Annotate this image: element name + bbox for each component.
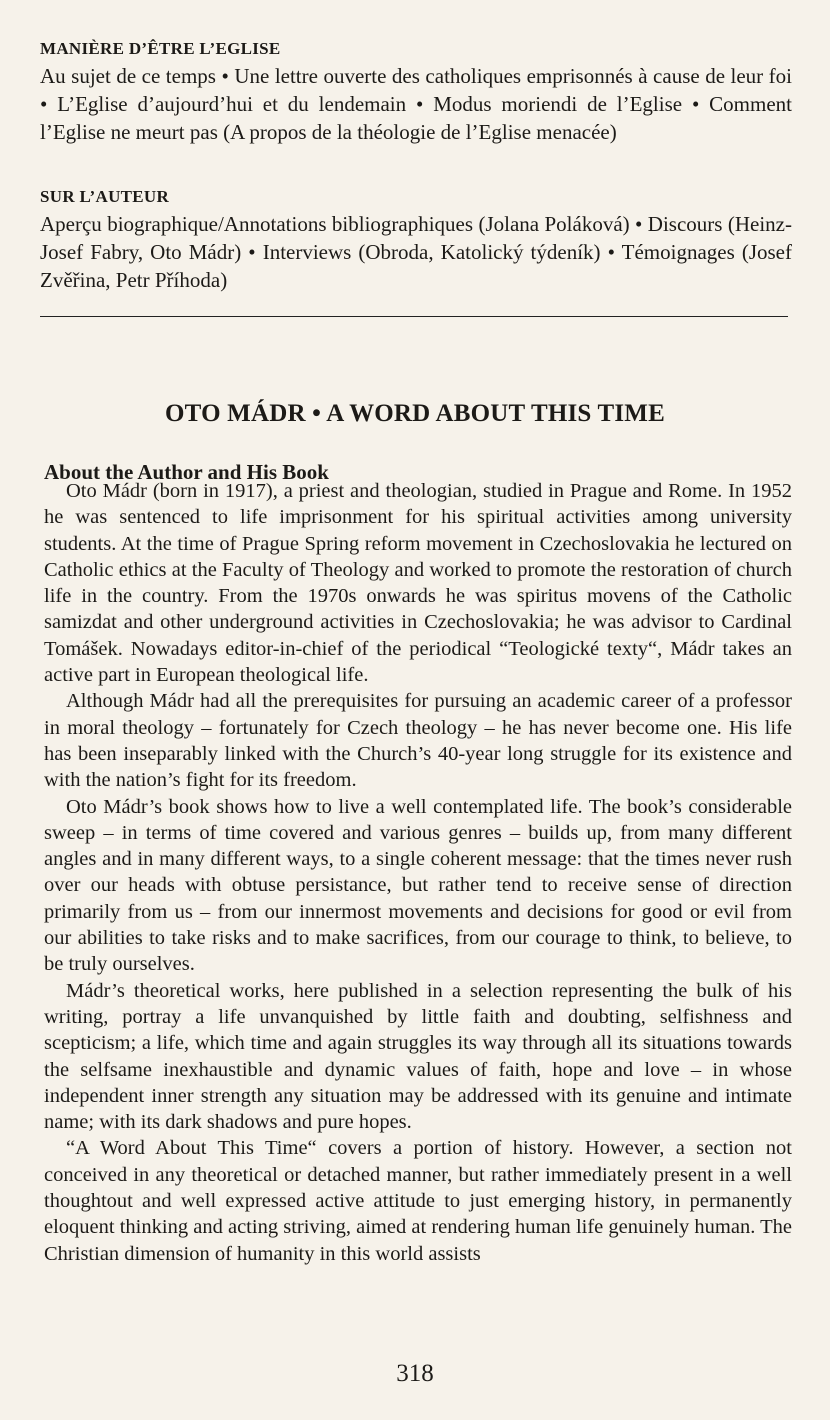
section-divider bbox=[40, 316, 788, 317]
section-contents: Au sujet de ce temps • Une lettre ouverte des catholiques emprisonnés à cause de leur foi • L’Eglise d’aujourd’hui et du lendemain • Modus moriendi de l’Eglise • Comment l’Eglise ne meurt pas (A propos de la théologie de l’Eglise menacée) bbox=[40, 64, 792, 144]
article-paragraph: Mádr’s theoretical works, here published in a selection representing the bulk of his writing, portray a life unvanquished by little faith and doubting, selfishness and scepticism; a life, which time and again struggles its way through all its situations towards the selfsame inexhaustible and dynamic values of faith, hope and love – in whose independent inner strength any situation may be addressed with its genuine and intimate name; with its dark shadows and pure hopes. bbox=[44, 979, 792, 1134]
article-subheading: About the Author and His Book bbox=[44, 460, 329, 485]
article-body bbox=[44, 478, 792, 1267]
article-paragraph: Although Mádr had all the prerequisites for pursuing an academic career of a professor in moral theology – fortunately for Czech theology – he has never become one. His life has been inseparably linked with the Church’s 40-year long struggle for its existence and with the nation’s fight for its freedom. bbox=[44, 690, 792, 792]
section-maniere-detre-leglise bbox=[40, 38, 792, 146]
page-number: 318 bbox=[396, 1360, 434, 1387]
article-paragraph: Oto Mádr’s book shows how to live a well contemplated life. The book’s considerable sweep – in terms of time covered and various genres – builds up, from many different angles and in many different ways, to a single coherent message: that the times never rush over our heads with obtuse persistance, but rather tend to receive sense of direction primarily from us – from our innermost movements and decisions for good or evil from our abilities to take risks and to make sacrifices, from our courage to think, to believe, to be truly ourselves. bbox=[44, 795, 792, 976]
section-sur-lauteur bbox=[40, 186, 792, 294]
section-heading: SUR L’AUTEUR bbox=[40, 187, 170, 206]
section-heading: MANIÈRE D’ÊTRE L’EGLISE bbox=[40, 39, 281, 58]
article-paragraph: “A Word About This Time“ covers a portion of history. However, a section not conceived in any theoretical or detached manner, but rather immediately present in a well thoughtout and well expressed active attitude to just emerging history, in permanently eloquent thinking and acting striving, aimed at rendering human life genuinely human. The Christian dimension of humanity in this world assists bbox=[44, 1137, 792, 1265]
article-title: OTO MÁDR • A WORD ABOUT THIS TIME bbox=[165, 399, 665, 427]
section-contents: Aperçu biographique/Annotations bibliographiques (Jolana Poláková) • Discours (Heinz-Josef Fabry, Oto Mádr) • Interviews (Obroda, Katolický týdeník) • Témoignages (Josef Zvěřina, Petr Příhoda) bbox=[40, 212, 792, 292]
article-paragraph: Oto Mádr (born in 1917), a priest and theologian, studied in Prague and Rome. In 1952 he was sentenced to life imprisonment for his spiritual activities among university students. At the time of Prague Spring reform movement in Czechoslovakia he lectured on Catholic ethics at the Faculty of Theology and worked to promote the restoration of church life in the country. From the 1970s onwards he was spiritus movens of the Catholic samizdat and other underground activities in Czechoslovakia; he was advisor to Cardinal Tomášek. Nowadays editor-in-chief of the periodical “Teologické texty“, Mádr takes an active part in European theological life. bbox=[44, 480, 792, 687]
